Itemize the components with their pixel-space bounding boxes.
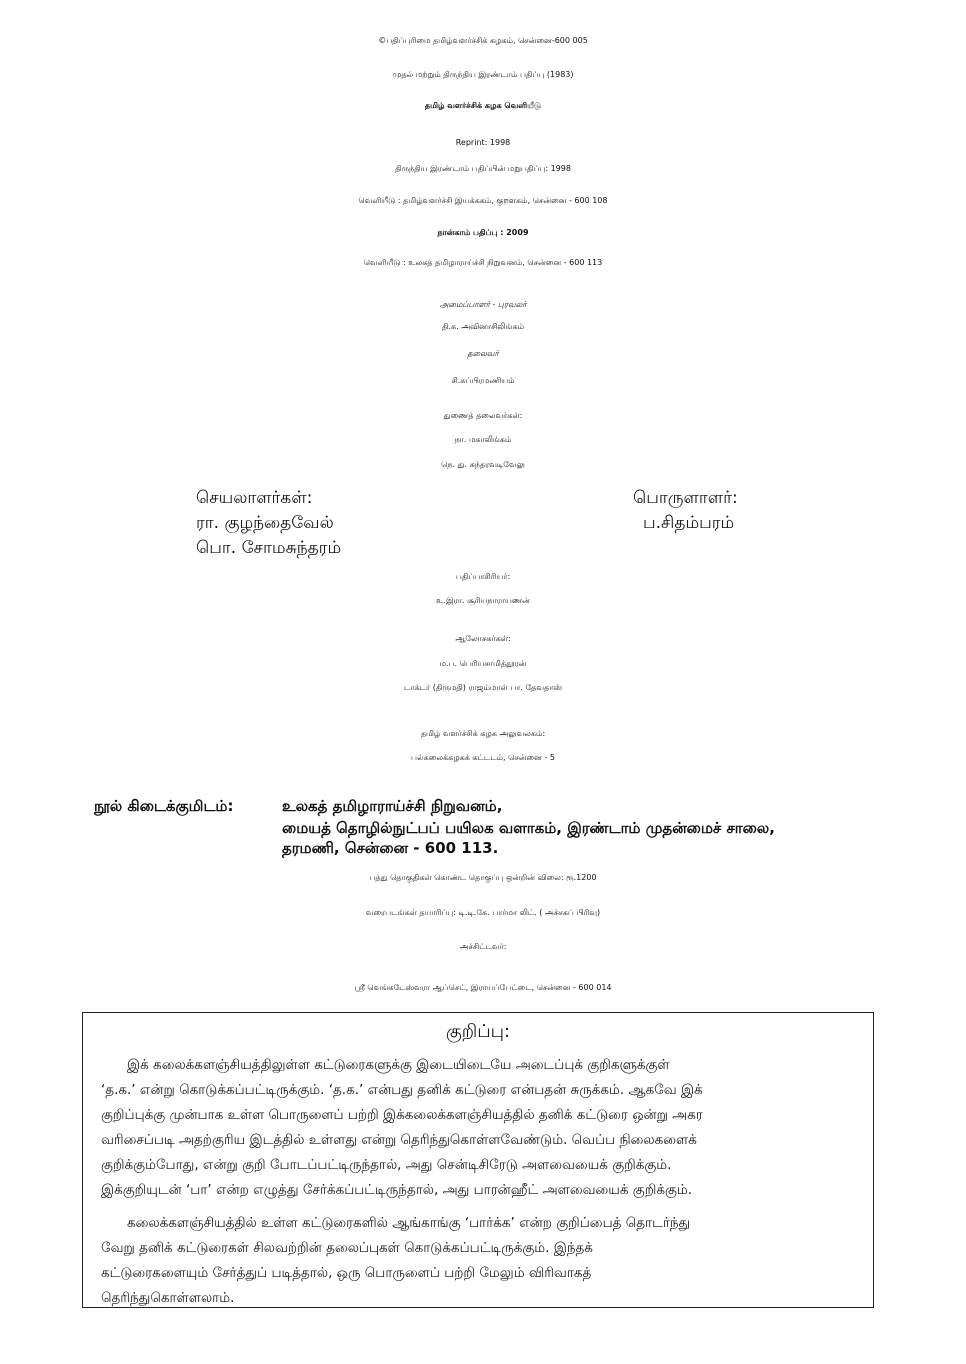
availability-line: தரமணி, சென்னை - 600 113. [282, 839, 499, 857]
printer-label: அச்சிட்டவர்: [459, 942, 507, 951]
secretary-name: ரா. குழந்தைவேல் [196, 513, 334, 533]
revised-reprint-line: திருந்திய இரண்டாம் பதிப்பின் மறுபதிப்பு: 1998 [395, 164, 571, 173]
president-label: தலைவர் [467, 349, 499, 358]
copyright-line: ©பதிப்புரிமை தமிழ்வளர்ச்சிக் கழகம், சென்னை-600 005 [378, 36, 588, 45]
price-line: பத்து தொகுதிகள் கொண்ட தொகுப்பு ஒன்றின் விலை: ரூ.1200 [369, 873, 597, 882]
printer-name: ஸ்ரீ வெங்கடேஸ்வரா ஆப்செட், இராயப்பேட்டை, சென்னை - 600 014 [354, 983, 612, 992]
advisor-name: டாக்டர் (திருமதி) ராஜம்மாள் பா. தேவதாஸ் [403, 683, 563, 692]
advisor-name: ம.ப. பெரியசாமித்தூரன் [439, 659, 527, 668]
fourth-edition-line: நான்காம் பதிப்பு : 2009 [437, 228, 529, 237]
founder-name: தி.க. அவினாசிலிங்கம் [441, 322, 525, 331]
treasurer-name: ப.சிதம்பரம் [643, 513, 735, 533]
published-by-directorate: வெளியீடு : தமிழ்வளர்ச்சி இயக்ககம், குறளகம், சென்னை - 600 108 [358, 196, 608, 205]
note-box [82, 1012, 874, 1308]
note-line: குறிப்புக்கு முன்பாக உள்ள பொருளைப் பற்றி இக்கலைக்களஞ்சியத்தில் தனிக் கட்டுரை ஒன்று அகர [101, 1107, 703, 1123]
first-edition-line: முதல் மற்றும் திருந்திய இரண்டாம் பதிப்பு (1983) [392, 70, 574, 79]
note-line: வேறு தனிக் கட்டுரைகள் சிலவற்றின் தலைப்புகள் கொடுக்கப்பட்டிருக்கும். இந்தக் [101, 1240, 593, 1256]
published-by-institute: வெளியீடு : உலகத் தமிழாராய்ச்சி நிறுவனம், சென்னை - 600 113 [363, 258, 603, 267]
office-address: பல்கலைக்கழகக் கட்டடம், சென்னை - 5 [411, 753, 555, 762]
note-paragraph-1 [101, 1053, 853, 1203]
secretary-name: பொ. சோமசுந்தரம் [196, 538, 342, 558]
editor-label: பதிப்பாசிரியர்: [455, 572, 511, 581]
vice-president-name: நெ. து. சுந்தரவடிவேலு [441, 460, 525, 469]
availability-label: நூல் கிடைக்குமிடம்: [94, 797, 234, 815]
availability-line: உலகத் தமிழாராய்ச்சி நிறுவனம், [282, 797, 503, 815]
note-title: குறிப்பு: [445, 1021, 511, 1042]
vice-presidents-label: துணைத் தலைவர்கள்: [443, 411, 523, 420]
advisors-label: ஆலோசகர்கள்: [455, 634, 511, 643]
note-paragraph-2 [101, 1211, 853, 1311]
publication-title: தமிழ் வளர்ச்சிக் கழக வெளியீடு [424, 101, 542, 110]
reprint-line: Reprint: 1998 [455, 138, 511, 147]
founder-label: அமைப்பாளர் - புரவலர் [439, 300, 527, 309]
vice-president-name: நா. மகாலிங்கம் [454, 435, 512, 444]
note-line: இக்குறியுடன் ‘பா’ என்ற எழுத்து சேர்க்கப்பட்டிருந்தால், அது பாரன்ஹீட் அளவையைக் குறிக்கும். [101, 1182, 693, 1198]
note-line: குறிக்கும்போது, என்று குறி போடப்பட்டிருந்தால், அது சென்டிசிரேடு அளவையைக் குறிக்கும். [101, 1157, 672, 1173]
secretaries-label: செயலாளர்கள்: [196, 488, 313, 508]
note-line: வரிசைப்படி அதற்குரிய இடத்தில் உள்ளது என்று தெரிந்துகொள்ளவேண்டும். வெப்ப நிலைகளைக் [101, 1132, 697, 1148]
note-line: கட்டுரைகளையும் சேர்த்துப் படித்தால், ஒரு பொருளைப் பற்றி மேலும் விரிவாகத் [101, 1265, 592, 1281]
availability-line: மையத் தொழில்நுட்பப் பயிலக வளாகம், இரண்டாம் முதன்மைச் சாலை, [282, 819, 775, 837]
note-line: கலைக்களஞ்சியத்தில் உள்ள கட்டுரைகளில் ஆங்காங்கு ‘பார்க்க’ என்ற குறிப்பைத் தொடர்ந்து [127, 1215, 691, 1231]
editor-name: உ.இரா. சூரியநாராயணன் [436, 596, 530, 605]
office-label: தமிழ் வளர்ச்சிக் கழக அலுவலகம்: [420, 729, 546, 738]
note-line: தெரிந்துகொள்ளலாம். [101, 1290, 235, 1306]
president-name: சி.சுப்பிரமணியம் [451, 376, 515, 385]
note-line: இக் கலைக்களஞ்சியத்திலுள்ள கட்டுரைகளுக்கு இடையிடையே அடைப்புக் குறிகளுக்குள் [127, 1057, 670, 1073]
illustrations-line: வரைபடங்கள் தயாரிப்பு: டி.டி.கே. பார்மா லிட். ( அச்சகப் பிரிவு) [365, 908, 601, 917]
treasurer-label: பொருளாளர்: [633, 488, 738, 508]
note-line: ‘த.க.’ என்று கொடுக்கப்பட்டிருக்கும். ‘த.க.’ என்பது தனிக் கட்டுரை என்பதன் சுருக்கம். ஆகவே இக் [101, 1082, 703, 1098]
